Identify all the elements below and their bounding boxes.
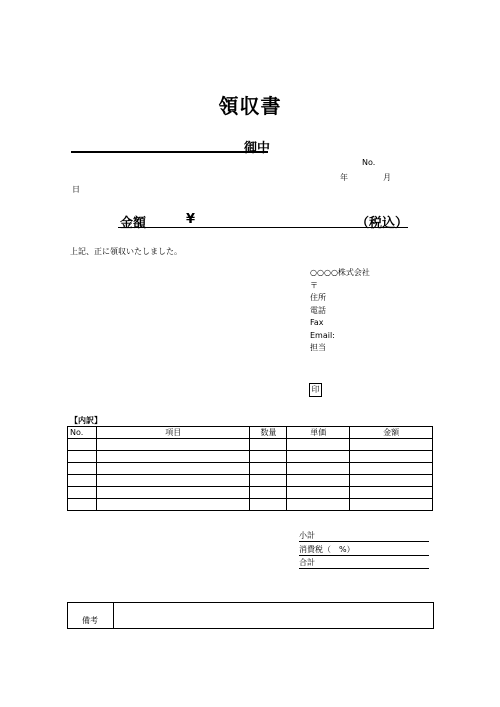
header-item: 項目 [96,427,250,439]
table-cell [68,439,97,451]
table-cell [68,499,97,511]
table-header-row [68,427,433,439]
postal-label: 〒 [310,280,318,290]
table-cell [350,451,433,463]
phone-label: 電話 [310,305,326,315]
seal-box: 印 [309,383,322,397]
tax-line: 消費税（ %） [299,544,429,556]
received-statement: 上記、正に領収いたしました。 [70,247,182,256]
breakdown-heading: 【内訳】 [70,416,102,425]
table-cell [250,463,287,475]
issuer-block [310,267,370,355]
table-cell [96,451,250,463]
table-row [68,475,433,487]
table-cell [287,463,350,475]
table-cell [350,487,433,499]
table-cell [350,499,433,511]
month-label: 月 [383,173,391,182]
header-quantity: 数量 [250,427,287,439]
tax-included-note: （税込） [356,216,409,231]
table-cell [68,475,97,487]
table-cell [96,499,250,511]
person-label: 担当 [310,343,326,352]
table-cell [96,487,250,499]
table-cell [250,451,287,463]
year-label: 年 [340,173,348,182]
address-label: 住所 [310,293,326,302]
table-row [68,451,433,463]
table-cell [287,475,350,487]
table-cell [96,475,250,487]
receipt-no-label: No. [362,158,376,167]
table-cell [96,463,250,475]
fax-label: Fax [310,318,324,327]
summary-block [299,530,429,571]
company-name: ○○○○株式会社 [310,268,370,277]
table-cell [287,451,350,463]
amount-row [118,212,409,231]
table-cell [287,487,350,499]
table-cell [350,463,433,475]
table-cell [250,487,287,499]
document-title: 領収書 [218,94,282,118]
amount-label: 金額 [120,216,147,231]
table-cell [250,439,287,451]
breakdown-table [67,426,433,511]
table-row [68,463,433,475]
table-row [68,487,433,499]
table-cell [350,439,433,451]
remarks-label: 備考 [82,616,98,625]
table-cell [68,451,97,463]
remarks-label-cell [68,603,114,628]
remarks-box [67,602,434,629]
table-cell [287,439,350,451]
subtotal-line: 小計 [299,530,429,542]
table-cell [96,439,250,451]
table-cell [287,499,350,511]
day-label: 日 [72,185,80,194]
header-amount: 金額 [350,427,433,439]
table-cell [250,475,287,487]
table-row [68,439,433,451]
table-cell [68,463,97,475]
header-unit-price: 単価 [287,427,350,439]
table-row [68,499,433,511]
email-label: Email: [310,330,335,340]
currency-symbol: ¥ [186,212,196,227]
recipient-suffix: 御中 [244,141,271,156]
table-cell [68,487,97,499]
header-no: No. [68,427,97,439]
recipient-line [71,151,268,153]
table-cell [350,475,433,487]
table-cell [250,499,287,511]
total-line: 合計 [299,557,429,569]
